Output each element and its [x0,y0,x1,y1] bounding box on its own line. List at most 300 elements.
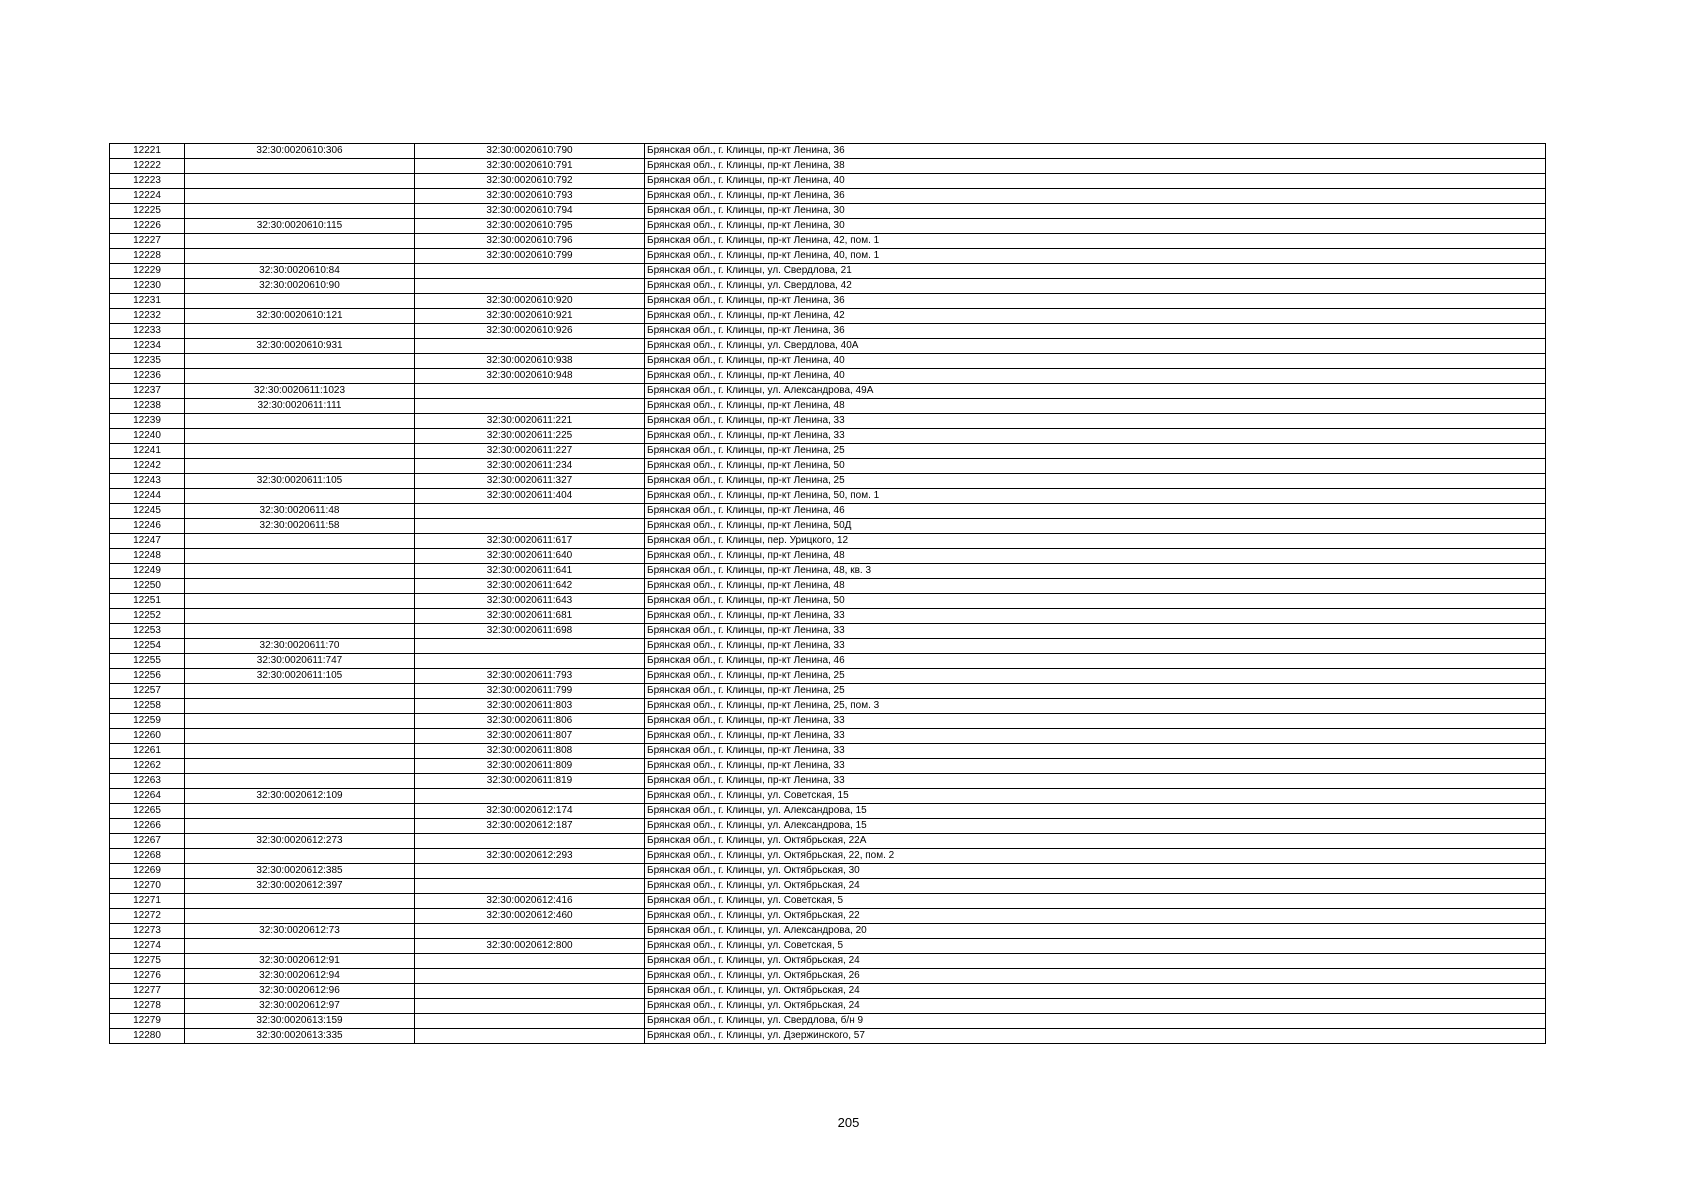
address-cell: Брянская обл., г. Клинцы, пр-кт Ленина, 33 [645,414,1546,429]
row-number-cell: 12229 [110,264,185,279]
cadastral-number-cell: 32:30:0020611:1023 [185,384,415,399]
table-row [110,834,1546,849]
object-cadastral-number-cell [415,879,645,894]
object-cadastral-number-cell [415,924,645,939]
table-row [110,894,1546,909]
cadastral-number-cell: 32:30:0020611:70 [185,639,415,654]
address-cell: Брянская обл., г. Клинцы, пр-кт Ленина, 25 [645,684,1546,699]
cadastral-number-cell: 32:30:0020611:105 [185,474,415,489]
address-cell: Брянская обл., г. Клинцы, пр-кт Ленина, 33 [645,624,1546,639]
table-row [110,999,1546,1014]
table-row [110,279,1546,294]
row-number-cell: 12254 [110,639,185,654]
table-row [110,639,1546,654]
cadastral-number-cell: 32:30:0020611:747 [185,654,415,669]
address-cell: Брянская обл., г. Клинцы, пр-кт Ленина, 36 [645,294,1546,309]
row-number-cell: 12274 [110,939,185,954]
cadastral-number-cell: 32:30:0020611:111 [185,399,415,414]
row-number-cell: 12240 [110,429,185,444]
address-cell: Брянская обл., г. Клинцы, пр-кт Ленина, 25 [645,669,1546,684]
row-number-cell: 12233 [110,324,185,339]
object-cadastral-number-cell: 32:30:0020611:793 [415,669,645,684]
cadastral-number-cell: 32:30:0020612:385 [185,864,415,879]
registry-table-body [110,144,1546,1044]
cadastral-number-cell [185,204,415,219]
address-cell: Брянская обл., г. Клинцы, ул. Свердлова, 21 [645,264,1546,279]
table-row [110,954,1546,969]
row-number-cell: 12271 [110,894,185,909]
object-cadastral-number-cell: 32:30:0020611:819 [415,774,645,789]
object-cadastral-number-cell: 32:30:0020610:948 [415,369,645,384]
table-row [110,909,1546,924]
table-row [110,489,1546,504]
address-cell: Брянская обл., г. Клинцы, пр-кт Ленина, 46 [645,504,1546,519]
row-number-cell: 12262 [110,759,185,774]
object-cadastral-number-cell: 32:30:0020611:808 [415,744,645,759]
address-cell: Брянская обл., г. Клинцы, пр-кт Ленина, 50 [645,459,1546,474]
object-cadastral-number-cell: 32:30:0020611:803 [415,699,645,714]
table-row [110,729,1546,744]
object-cadastral-number-cell: 32:30:0020610:938 [415,354,645,369]
address-cell: Брянская обл., г. Клинцы, пр-кт Ленина, 36 [645,144,1546,159]
cadastral-number-cell [185,909,415,924]
address-cell: Брянская обл., г. Клинцы, пр-кт Ленина, 36 [645,324,1546,339]
table-row [110,1014,1546,1029]
address-cell: Брянская обл., г. Клинцы, пр-кт Ленина, 42, пом. 1 [645,234,1546,249]
object-cadastral-number-cell: 32:30:0020612:187 [415,819,645,834]
object-cadastral-number-cell: 32:30:0020611:640 [415,549,645,564]
cadastral-number-cell [185,759,415,774]
table-row [110,444,1546,459]
object-cadastral-number-cell: 32:30:0020611:799 [415,684,645,699]
table-row [110,819,1546,834]
cadastral-number-cell [185,459,415,474]
row-number-cell: 12242 [110,459,185,474]
address-cell: Брянская обл., г. Клинцы, пр-кт Ленина, 46 [645,654,1546,669]
table-row [110,309,1546,324]
table-row [110,234,1546,249]
cadastral-number-cell: 32:30:0020612:273 [185,834,415,849]
row-number-cell: 12228 [110,249,185,264]
row-number-cell: 12232 [110,309,185,324]
address-cell: Брянская обл., г. Клинцы, пр-кт Ленина, 25 [645,444,1546,459]
address-cell: Брянская обл., г. Клинцы, ул. Свердлова, 42 [645,279,1546,294]
cadastral-number-cell: 32:30:0020612:97 [185,999,415,1014]
row-number-cell: 12237 [110,384,185,399]
row-number-cell: 12278 [110,999,185,1014]
row-number-cell: 12243 [110,474,185,489]
row-number-cell: 12235 [110,354,185,369]
table-row [110,924,1546,939]
cadastral-number-cell [185,774,415,789]
cadastral-number-cell: 32:30:0020612:397 [185,879,415,894]
table-row [110,669,1546,684]
table-row [110,399,1546,414]
address-cell: Брянская обл., г. Клинцы, пр-кт Ленина, 33 [645,429,1546,444]
cadastral-number-cell [185,414,415,429]
address-cell: Брянская обл., г. Клинцы, ул. Октябрьская, 24 [645,954,1546,969]
row-number-cell: 12223 [110,174,185,189]
table-row [110,429,1546,444]
address-cell: Брянская обл., г. Клинцы, пр-кт Ленина, 40 [645,369,1546,384]
cadastral-number-cell [185,579,415,594]
address-cell: Брянская обл., г. Клинцы, пр-кт Ленина, 30 [645,204,1546,219]
cadastral-number-cell: 32:30:0020612:96 [185,984,415,999]
table-row [110,609,1546,624]
table-row [110,189,1546,204]
table-row [110,594,1546,609]
address-cell: Брянская обл., г. Клинцы, пр-кт Ленина, 33 [645,609,1546,624]
object-cadastral-number-cell: 32:30:0020611:221 [415,414,645,429]
table-row [110,204,1546,219]
row-number-cell: 12259 [110,714,185,729]
row-number-cell: 12260 [110,729,185,744]
table-row [110,969,1546,984]
object-cadastral-number-cell: 32:30:0020610:790 [415,144,645,159]
address-cell: Брянская обл., г. Клинцы, пр-кт Ленина, 50 [645,594,1546,609]
row-number-cell: 12236 [110,369,185,384]
object-cadastral-number-cell: 32:30:0020611:807 [415,729,645,744]
cadastral-number-cell [185,369,415,384]
address-cell: Брянская обл., г. Клинцы, ул. Свердлова, б/н 9 [645,1014,1546,1029]
table-row [110,579,1546,594]
cadastral-number-cell [185,684,415,699]
address-cell: Брянская обл., г. Клинцы, ул. Октябрьская, 24 [645,999,1546,1014]
cadastral-number-cell: 32:30:0020611:58 [185,519,415,534]
address-cell: Брянская обл., г. Клинцы, ул. Советская, 5 [645,939,1546,954]
cadastral-number-cell [185,744,415,759]
table-row [110,324,1546,339]
row-number-cell: 12280 [110,1029,185,1044]
address-cell: Брянская обл., г. Клинцы, пр-кт Ленина, 38 [645,159,1546,174]
cadastral-number-cell [185,804,415,819]
address-cell: Брянская обл., г. Клинцы, пер. Урицкого, 12 [645,534,1546,549]
table-row [110,474,1546,489]
row-number-cell: 12269 [110,864,185,879]
row-number-cell: 12258 [110,699,185,714]
object-cadastral-number-cell [415,789,645,804]
table-row [110,624,1546,639]
cadastral-number-cell [185,234,415,249]
table-row [110,519,1546,534]
address-cell: Брянская обл., г. Клинцы, пр-кт Ленина, 33 [645,639,1546,654]
row-number-cell: 12256 [110,669,185,684]
object-cadastral-number-cell: 32:30:0020610:920 [415,294,645,309]
row-number-cell: 12231 [110,294,185,309]
table-row [110,249,1546,264]
cadastral-number-cell: 32:30:0020612:73 [185,924,415,939]
cadastral-number-cell: 32:30:0020613:335 [185,1029,415,1044]
table-row [110,174,1546,189]
cadastral-number-cell [185,714,415,729]
table-row [110,684,1546,699]
address-cell: Брянская обл., г. Клинцы, ул. Александрова, 15 [645,819,1546,834]
address-cell: Брянская обл., г. Клинцы, ул. Октябрьская, 22 [645,909,1546,924]
table-row [110,354,1546,369]
row-number-cell: 12244 [110,489,185,504]
table-row [110,384,1546,399]
address-cell: Брянская обл., г. Клинцы, ул. Александрова, 15 [645,804,1546,819]
address-cell: Брянская обл., г. Клинцы, пр-кт Ленина, 50, пом. 1 [645,489,1546,504]
object-cadastral-number-cell [415,504,645,519]
cadastral-number-cell: 32:30:0020610:84 [185,264,415,279]
object-cadastral-number-cell: 32:30:0020612:293 [415,849,645,864]
table-row [110,264,1546,279]
address-cell: Брянская обл., г. Клинцы, пр-кт Ленина, 25 [645,474,1546,489]
table-row [110,984,1546,999]
object-cadastral-number-cell: 32:30:0020612:460 [415,909,645,924]
address-cell: Брянская обл., г. Клинцы, пр-кт Ленина, 33 [645,729,1546,744]
row-number-cell: 12226 [110,219,185,234]
object-cadastral-number-cell [415,969,645,984]
cadastral-number-cell [185,189,415,204]
table-row [110,504,1546,519]
address-cell: Брянская обл., г. Клинцы, пр-кт Ленина, 33 [645,774,1546,789]
row-number-cell: 12277 [110,984,185,999]
cadastral-number-cell [185,849,415,864]
table-row [110,549,1546,564]
cadastral-number-cell: 32:30:0020611:48 [185,504,415,519]
object-cadastral-number-cell [415,834,645,849]
cadastral-number-cell [185,609,415,624]
address-cell: Брянская обл., г. Клинцы, пр-кт Ленина, 40, пом. 1 [645,249,1546,264]
row-number-cell: 12230 [110,279,185,294]
table-row [110,939,1546,954]
row-number-cell: 12248 [110,549,185,564]
address-cell: Брянская обл., г. Клинцы, ул. Октябрьская, 24 [645,984,1546,999]
cadastral-number-cell [185,729,415,744]
cadastral-number-cell: 32:30:0020611:105 [185,669,415,684]
cadastral-number-cell [185,894,415,909]
object-cadastral-number-cell: 32:30:0020610:799 [415,249,645,264]
row-number-cell: 12246 [110,519,185,534]
row-number-cell: 12268 [110,849,185,864]
object-cadastral-number-cell: 32:30:0020610:792 [415,174,645,189]
address-cell: Брянская обл., г. Клинцы, ул. Октябрьская, 22А [645,834,1546,849]
object-cadastral-number-cell [415,1014,645,1029]
row-number-cell: 12225 [110,204,185,219]
cadastral-number-cell: 32:30:0020610:306 [185,144,415,159]
table-row [110,564,1546,579]
address-cell: Брянская обл., г. Клинцы, ул. Октябрьская, 26 [645,969,1546,984]
object-cadastral-number-cell: 32:30:0020610:794 [415,204,645,219]
object-cadastral-number-cell [415,279,645,294]
table-row [110,849,1546,864]
table-row [110,144,1546,159]
address-cell: Брянская обл., г. Клинцы, ул. Октябрьская, 24 [645,879,1546,894]
table-row [110,219,1546,234]
table-row [110,654,1546,669]
object-cadastral-number-cell: 32:30:0020610:796 [415,234,645,249]
object-cadastral-number-cell [415,264,645,279]
object-cadastral-number-cell: 32:30:0020611:641 [415,564,645,579]
object-cadastral-number-cell [415,1029,645,1044]
table-row [110,534,1546,549]
row-number-cell: 12257 [110,684,185,699]
object-cadastral-number-cell [415,864,645,879]
cadastral-number-cell [185,354,415,369]
row-number-cell: 12255 [110,654,185,669]
address-cell: Брянская обл., г. Клинцы, ул. Советская, 5 [645,894,1546,909]
table-row [110,744,1546,759]
cadastral-number-cell [185,564,415,579]
object-cadastral-number-cell: 32:30:0020610:921 [415,309,645,324]
address-cell: Брянская обл., г. Клинцы, ул. Александрова, 20 [645,924,1546,939]
object-cadastral-number-cell: 32:30:0020611:617 [415,534,645,549]
cadastral-number-cell [185,249,415,264]
address-cell: Брянская обл., г. Клинцы, пр-кт Ленина, 33 [645,714,1546,729]
row-number-cell: 12224 [110,189,185,204]
object-cadastral-number-cell: 32:30:0020612:416 [415,894,645,909]
table-row [110,1029,1546,1044]
object-cadastral-number-cell: 32:30:0020610:795 [415,219,645,234]
table-row [110,459,1546,474]
table-row [110,879,1546,894]
object-cadastral-number-cell: 32:30:0020611:642 [415,579,645,594]
cadastral-number-cell [185,489,415,504]
address-cell: Брянская обл., г. Клинцы, пр-кт Ленина, 48 [645,399,1546,414]
address-cell: Брянская обл., г. Клинцы, пр-кт Ленина, 36 [645,189,1546,204]
object-cadastral-number-cell [415,654,645,669]
row-number-cell: 12239 [110,414,185,429]
row-number-cell: 12222 [110,159,185,174]
table-row [110,159,1546,174]
object-cadastral-number-cell [415,384,645,399]
object-cadastral-number-cell: 32:30:0020611:643 [415,594,645,609]
object-cadastral-number-cell: 32:30:0020611:225 [415,429,645,444]
object-cadastral-number-cell: 32:30:0020612:174 [415,804,645,819]
address-cell: Брянская обл., г. Клинцы, ул. Свердлова, 40А [645,339,1546,354]
cadastral-number-cell: 32:30:0020613:159 [185,1014,415,1029]
cadastral-number-cell [185,699,415,714]
object-cadastral-number-cell: 32:30:0020611:327 [415,474,645,489]
cadastral-number-cell: 32:30:0020612:94 [185,969,415,984]
row-number-cell: 12234 [110,339,185,354]
row-number-cell: 12275 [110,954,185,969]
address-cell: Брянская обл., г. Клинцы, пр-кт Ленина, 40 [645,174,1546,189]
cadastral-number-cell: 32:30:0020610:90 [185,279,415,294]
cadastral-number-cell [185,819,415,834]
row-number-cell: 12265 [110,804,185,819]
cadastral-number-cell [185,174,415,189]
row-number-cell: 12238 [110,399,185,414]
row-number-cell: 12247 [110,534,185,549]
object-cadastral-number-cell: 32:30:0020612:800 [415,939,645,954]
address-cell: Брянская обл., г. Клинцы, пр-кт Ленина, 50Д [645,519,1546,534]
object-cadastral-number-cell: 32:30:0020611:234 [415,459,645,474]
row-number-cell: 12245 [110,504,185,519]
cadastral-number-cell: 32:30:0020612:109 [185,789,415,804]
object-cadastral-number-cell: 32:30:0020610:791 [415,159,645,174]
row-number-cell: 12267 [110,834,185,849]
cadastral-number-cell [185,534,415,549]
row-number-cell: 12279 [110,1014,185,1029]
object-cadastral-number-cell [415,339,645,354]
object-cadastral-number-cell [415,954,645,969]
address-cell: Брянская обл., г. Клинцы, пр-кт Ленина, 33 [645,759,1546,774]
table-row [110,714,1546,729]
object-cadastral-number-cell: 32:30:0020611:698 [415,624,645,639]
row-number-cell: 12249 [110,564,185,579]
page-number: 205 [837,1115,860,1130]
table-row [110,774,1546,789]
address-cell: Брянская обл., г. Клинцы, пр-кт Ленина, 30 [645,219,1546,234]
cadastral-number-cell: 32:30:0020610:115 [185,219,415,234]
row-number-cell: 12264 [110,789,185,804]
address-cell: Брянская обл., г. Клинцы, пр-кт Ленина, 25, пом. 3 [645,699,1546,714]
object-cadastral-number-cell: 32:30:0020610:793 [415,189,645,204]
row-number-cell: 12266 [110,819,185,834]
row-number-cell: 12272 [110,909,185,924]
table-row [110,759,1546,774]
cadastral-number-cell: 32:30:0020612:91 [185,954,415,969]
table-row [110,699,1546,714]
object-cadastral-number-cell: 32:30:0020611:681 [415,609,645,624]
cadastral-number-cell [185,159,415,174]
cadastral-number-cell: 32:30:0020610:121 [185,309,415,324]
object-cadastral-number-cell: 32:30:0020610:926 [415,324,645,339]
address-cell: Брянская обл., г. Клинцы, пр-кт Ленина, 48, кв. 3 [645,564,1546,579]
row-number-cell: 12241 [110,444,185,459]
row-number-cell: 12250 [110,579,185,594]
table-row [110,789,1546,804]
address-cell: Брянская обл., г. Клинцы, пр-кт Ленина, 42 [645,309,1546,324]
object-cadastral-number-cell: 32:30:0020611:404 [415,489,645,504]
address-cell: Брянская обл., г. Клинцы, пр-кт Ленина, 48 [645,549,1546,564]
table-row [110,864,1546,879]
cadastral-number-cell [185,939,415,954]
row-number-cell: 12252 [110,609,185,624]
object-cadastral-number-cell [415,399,645,414]
address-cell: Брянская обл., г. Клинцы, пр-кт Ленина, 48 [645,579,1546,594]
object-cadastral-number-cell: 32:30:0020611:806 [415,714,645,729]
table-row [110,369,1546,384]
address-cell: Брянская обл., г. Клинцы, ул. Советская, 15 [645,789,1546,804]
row-number-cell: 12273 [110,924,185,939]
table-row [110,339,1546,354]
object-cadastral-number-cell [415,639,645,654]
cadastral-number-cell [185,594,415,609]
address-cell: Брянская обл., г. Клинцы, ул. Дзержинского, 57 [645,1029,1546,1044]
row-number-cell: 12221 [110,144,185,159]
cadastral-number-cell [185,549,415,564]
row-number-cell: 12270 [110,879,185,894]
cadastral-number-cell [185,444,415,459]
object-cadastral-number-cell [415,519,645,534]
table-row [110,294,1546,309]
address-cell: Брянская обл., г. Клинцы, пр-кт Ленина, 40 [645,354,1546,369]
row-number-cell: 12261 [110,744,185,759]
table-row [110,414,1546,429]
row-number-cell: 12251 [110,594,185,609]
row-number-cell: 12263 [110,774,185,789]
address-cell: Брянская обл., г. Клинцы, ул. Октябрьская, 22, пом. 2 [645,849,1546,864]
cadastral-number-cell [185,324,415,339]
cadastral-number-cell [185,624,415,639]
row-number-cell: 12227 [110,234,185,249]
table-row [110,804,1546,819]
object-cadastral-number-cell [415,999,645,1014]
cadastral-number-cell [185,429,415,444]
address-cell: Брянская обл., г. Клинцы, ул. Октябрьская, 30 [645,864,1546,879]
registry-table [109,143,1546,1044]
row-number-cell: 12276 [110,969,185,984]
address-cell: Брянская обл., г. Клинцы, ул. Александрова, 49А [645,384,1546,399]
address-cell: Брянская обл., г. Клинцы, пр-кт Ленина, 33 [645,744,1546,759]
cadastral-number-cell: 32:30:0020610:931 [185,339,415,354]
object-cadastral-number-cell [415,984,645,999]
object-cadastral-number-cell: 32:30:0020611:227 [415,444,645,459]
